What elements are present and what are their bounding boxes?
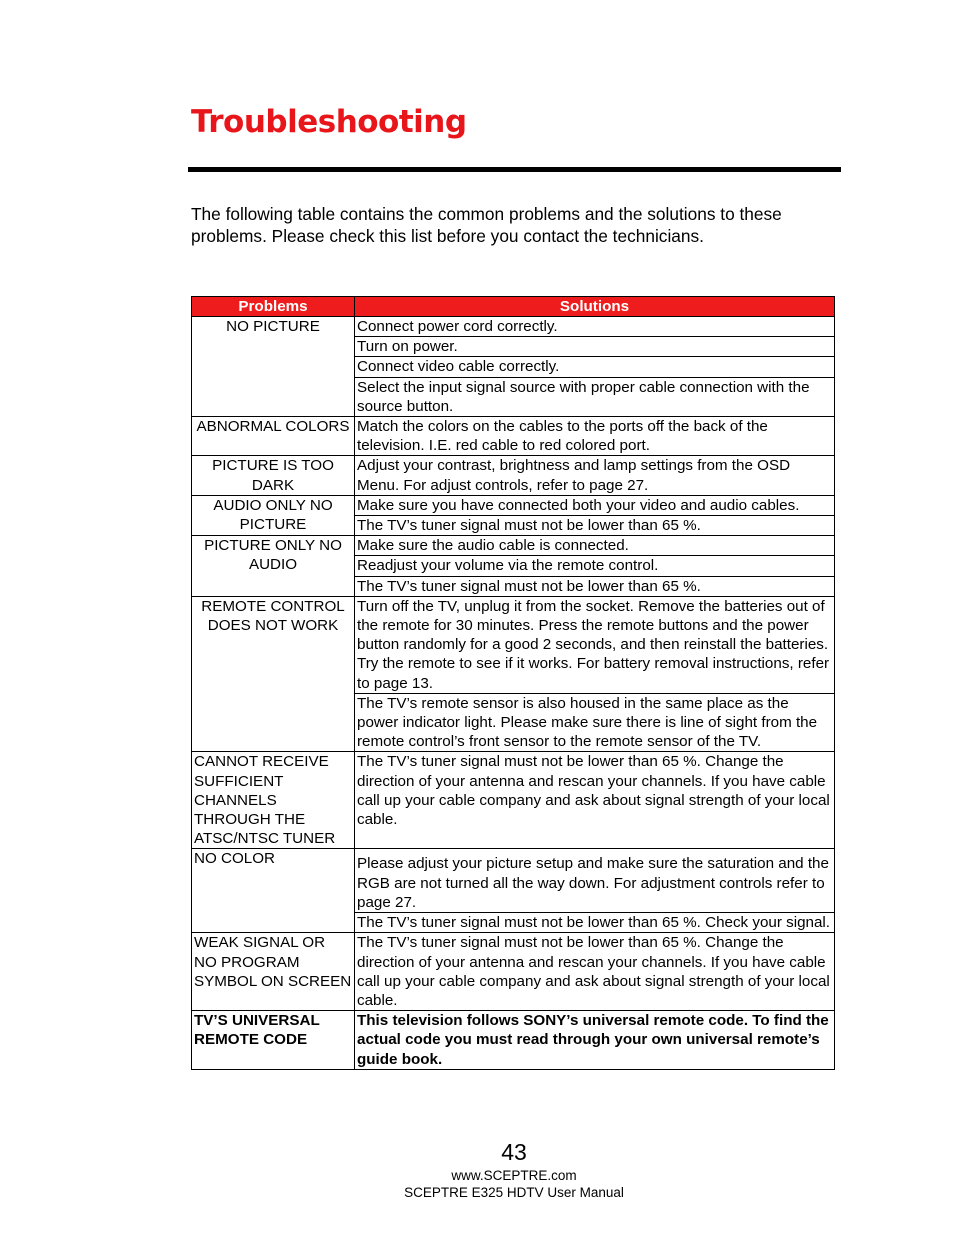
- page-title: Troubleshooting: [191, 104, 467, 140]
- table-row: [192, 849, 835, 913]
- solution-cell: Match the colors on the cables to the ports off the back of the television. I.E. red cable to red colored port.: [355, 417, 835, 456]
- troubleshooting-table: [191, 296, 835, 1070]
- table-row: [192, 752, 835, 849]
- solution-cell: Make sure you have connected both your video and audio cables.: [355, 495, 835, 515]
- solution-cell: This television follows SONY’s universal remote code. To find the actual code you must read through your own universal remote’s guide book.: [355, 1011, 835, 1070]
- table-row: [192, 456, 835, 495]
- problem-cell: NO COLOR: [192, 849, 355, 933]
- solution-cell: Turn on power.: [355, 337, 835, 357]
- table-row: [192, 596, 835, 693]
- page-number: 43: [501, 1139, 527, 1165]
- solution-cell: The TV’s tuner signal must not be lower than 65 %. Change the direction of your antenna and rescan your channels. If you have cable call up your cable company and ask about signal strength of your local cable.: [355, 752, 835, 849]
- solution-cell: The TV’s tuner signal must not be lower than 65 %. Change the direction of your antenna and rescan your channels. If you have cable call up your cable company and ask about signal strength of your local cable.: [355, 933, 835, 1011]
- solution-cell: The TV’s remote sensor is also housed in the same place as the power indicator light. Please make sure there is line of sight from the remote control’s front sensor to the remote sensor of the TV.: [355, 693, 835, 752]
- table-row: [192, 1011, 835, 1070]
- solution-cell: Adjust your contrast, brightness and lamp settings from the OSD Menu. For adjust controls, refer to page 27.: [355, 456, 835, 495]
- problem-cell: ABNORMAL COLORS: [192, 417, 355, 456]
- problem-cell: PICTURE ONLY NO AUDIO: [192, 536, 355, 597]
- problem-cell: TV’S UNIVERSAL REMOTE CODE: [192, 1011, 355, 1070]
- table-row: [192, 536, 835, 556]
- solution-cell: Select the input signal source with proper cable connection with the source button.: [355, 377, 835, 416]
- header-solutions: Solutions: [355, 297, 835, 317]
- problem-cell: AUDIO ONLY NO PICTURE: [192, 495, 355, 535]
- problem-cell: CANNOT RECEIVE SUFFICIENT CHANNELS THROUGH THE ATSC/NTSC TUNER: [192, 752, 355, 849]
- footer-manual-title: SCEPTRE E325 HDTV User Manual: [404, 1185, 624, 1200]
- solution-cell: The TV’s tuner signal must not be lower than 65 %.: [355, 576, 835, 596]
- solution-cell: Turn off the TV, unplug it from the socket. Remove the batteries out of the remote for 30 minutes. Press the remote buttons and the power button randomly for a good 2 seconds, and then reinstall the batteries. Try the remote to see if it works. For battery removal instructions, refer to page 13.: [355, 596, 835, 693]
- solution-cell: Readjust your volume via the remote control.: [355, 556, 835, 576]
- problem-cell: WEAK SIGNAL OR NO PROGRAM SYMBOL ON SCREEN: [192, 933, 355, 1011]
- solution-cell: Connect power cord correctly.: [355, 317, 835, 337]
- table-row: [192, 417, 835, 456]
- table-row: [192, 933, 835, 1011]
- solution-cell: Make sure the audio cable is connected.: [355, 536, 835, 556]
- footer-website: www.SCEPTRE.com: [451, 1168, 577, 1183]
- table-row: [192, 495, 835, 515]
- intro-paragraph: The following table contains the common problems and the solutions to these problems. Please check this list before you contact the technicians.: [191, 204, 782, 246]
- title-divider: [188, 167, 841, 172]
- table-header-row: [192, 297, 835, 317]
- solution-cell: The TV’s tuner signal must not be lower than 65 %. Check your signal.: [355, 913, 835, 933]
- solution-cell: The TV’s tuner signal must not be lower than 65 %.: [355, 516, 835, 536]
- problem-cell: NO PICTURE: [192, 317, 355, 417]
- problem-cell: REMOTE CONTROL DOES NOT WORK: [192, 596, 355, 752]
- problem-cell: PICTURE IS TOO DARK: [192, 456, 355, 495]
- solution-cell: Please adjust your picture setup and make sure the saturation and the RGB are not turned all the way down. For adjustment controls refer to page 27.: [355, 849, 835, 913]
- table-row: [192, 317, 835, 337]
- solution-cell: Connect video cable correctly.: [355, 357, 835, 377]
- header-problems: Problems: [192, 297, 355, 317]
